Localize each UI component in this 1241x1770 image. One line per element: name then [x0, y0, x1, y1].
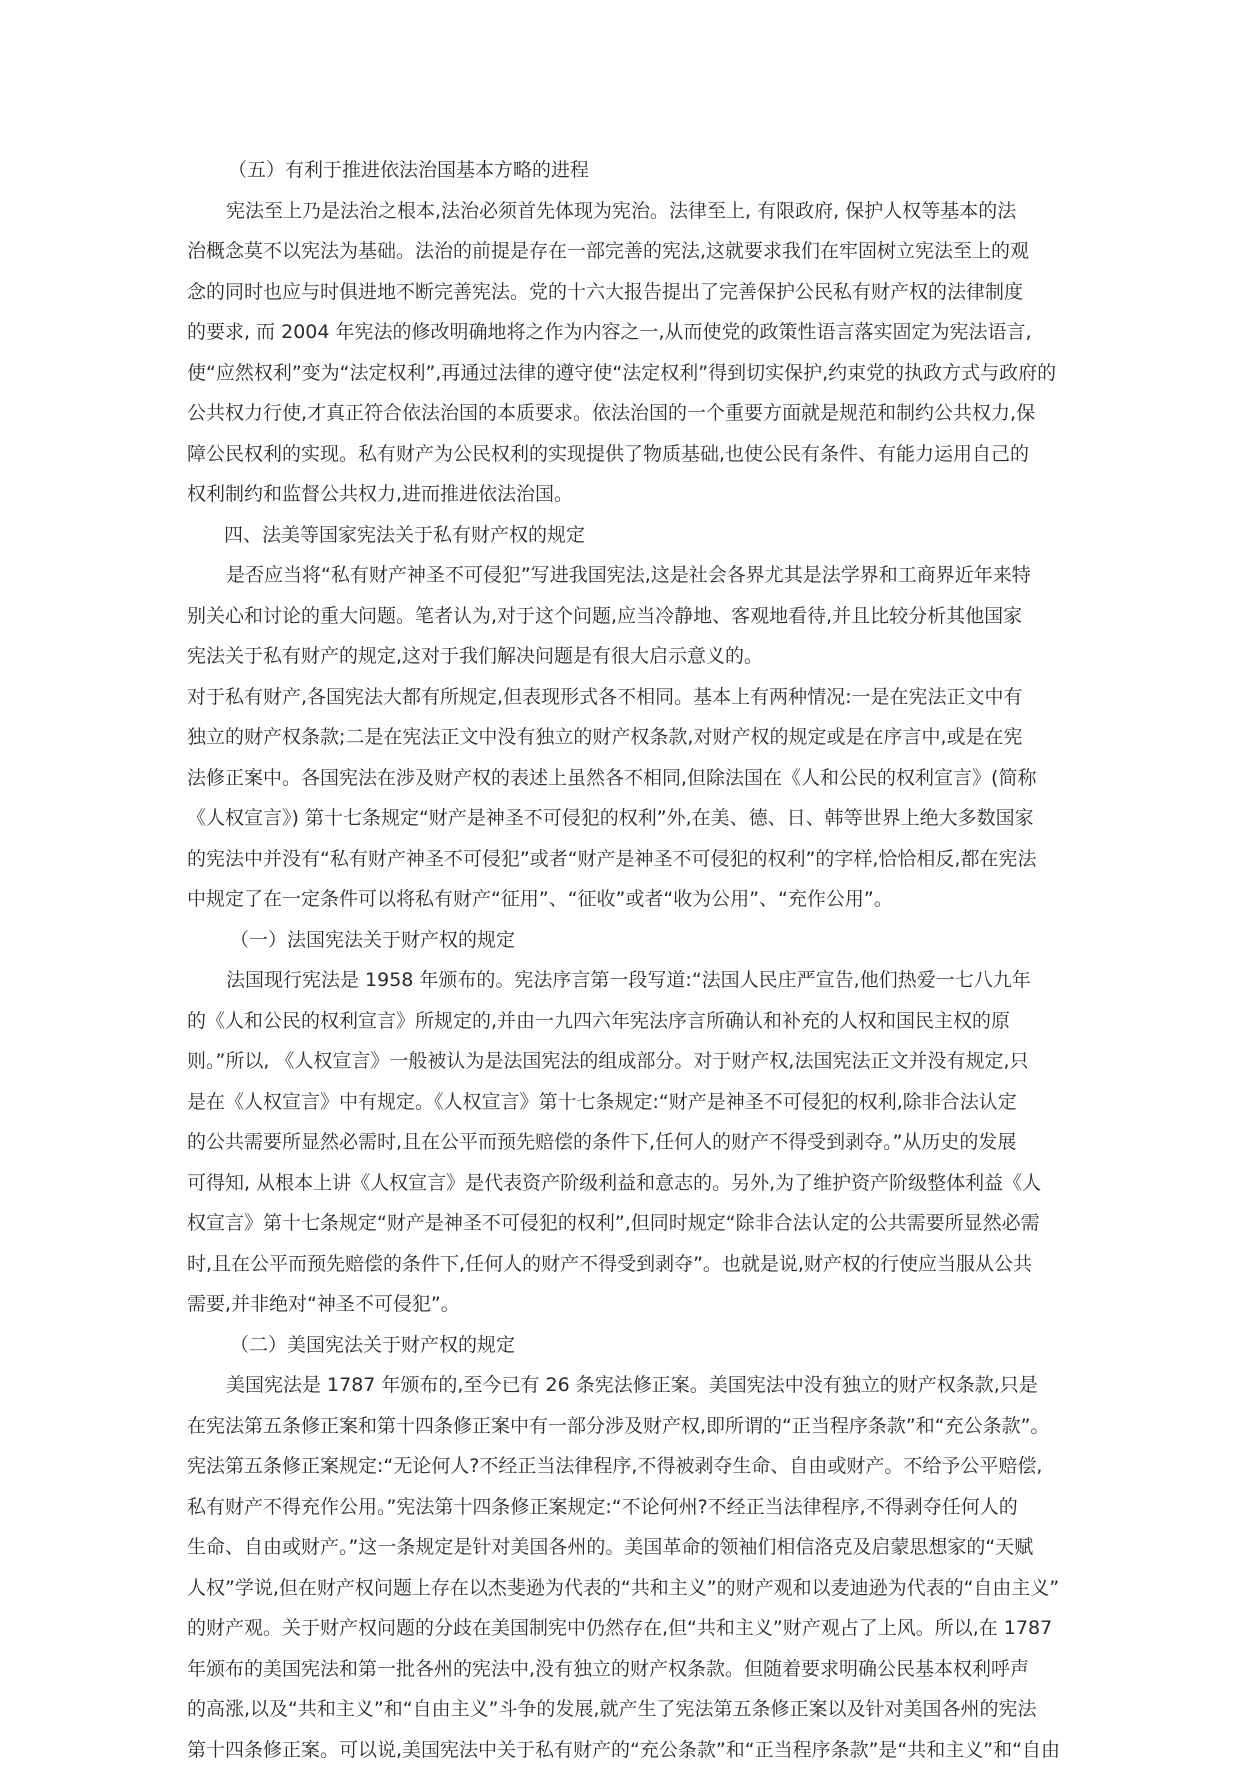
paragraph-line [0, 353, 1241, 394]
text-line: 美国宪法是 1787 年颁布的,至今已有 26 条宪法修正案。美国宪法中没有独立的财产权条款,只是 [226, 1365, 1038, 1406]
paragraph-line [0, 1406, 1241, 1447]
text-line: 则。”所以, 《人权宣言》一般被认为是法国宪法的组成部分。对于财产权,法国宪法正文并没有规定,只 [187, 1041, 1029, 1082]
subsection-heading-1 [0, 920, 1241, 961]
text-line: 对于私有财产,各国宪法大都有所规定,但表现形式各不相同。基本上有两种情况:一是在宪法正文中有 [187, 677, 1022, 718]
text-line: 第十四条修正案。可以说,美国宪法中关于私有财产的“充公条款”和“正当程序条款”是“共和主义”和“自由 [187, 1730, 1060, 1770]
text-line: 需要,并非绝对“神圣不可侵犯”。 [187, 1284, 460, 1325]
text-line: 的《人和公民的权利宣言》所规定的,并由一九四六年宪法序言所确认和补充的人权和国民主权的原 [187, 1001, 1010, 1042]
paragraph-line [0, 1487, 1241, 1528]
paragraph-line [0, 555, 1241, 596]
text-line: 别关心和讨论的重大问题。笔者认为,对于这个问题,应当冷静地、客观地看待,并且比较分析其他国家 [187, 596, 1022, 637]
text-line: 的要求, 而 2004 年宪法的修改明确地将之作为内容之一,从而使党的政策性语言落实固定为宪法语言, [187, 312, 1032, 353]
text-line: 的公共需要所显然必需时,且在公平而预先赔偿的条件下,任何人的财产不得受到剥夺。”从历史的发展 [187, 1122, 1016, 1163]
paragraph-line [0, 758, 1241, 799]
paragraph-line [0, 596, 1241, 637]
paragraph-line [0, 960, 1241, 1001]
text-line: 独立的财产权条款;二是在宪法正文中没有独立的财产权条款,对财产权的规定或是在序言中,或是在宪 [187, 717, 1022, 758]
paragraph-line [0, 1041, 1241, 1082]
paragraph-line [0, 1122, 1241, 1163]
paragraph-line [0, 677, 1241, 718]
text-line: 障公民权利的实现。私有财产为公民权利的实现提供了物质基础,也使公民有条件、有能力运用自己的 [187, 434, 1029, 475]
paragraph-line [0, 839, 1241, 880]
paragraph-line [0, 1446, 1241, 1487]
document-body [0, 150, 1241, 1770]
text-line: 权宣言》第十七条规定“财产是神圣不可侵犯的权利”,但同时规定“除非合法认定的公共需要所显然必需 [187, 1203, 1040, 1244]
paragraph-line [0, 1365, 1241, 1406]
text-line: 私有财产不得充作公用。”宪法第十四条修正案规定:“不论何州?不经正当法律程序,不得剥夺任何人的 [187, 1487, 1018, 1528]
text-line: 生命、自由或财产。”这一条规定是针对美国各州的。美国革命的领袖们相信洛克及启蒙思想家的“天赋 [187, 1527, 1033, 1568]
paragraph-line [0, 393, 1241, 434]
paragraph-line [0, 1284, 1241, 1325]
text-line: 宪法至上乃是法治之根本,法治必须首先体现为宪治。法律至上, 有限政府, 保护人权等基本的法 [226, 191, 1016, 232]
paragraph-line [0, 1568, 1241, 1609]
text-line: 公共权力行使,才真正符合依法治国的本质要求。依法治国的一个重要方面就是规范和制约公共权力,保 [187, 393, 1035, 434]
text-line: （五）有利于推进依法治国基本方略的进程 [228, 150, 589, 191]
paragraph-line [0, 717, 1241, 758]
text-line: 的财产观。关于财产权问题的分歧在美国制宪中仍然存在,但“共和主义”财产观占了上风。所以,在 1787 [187, 1608, 1052, 1649]
text-line: 人权”学说,但在财产权问题上存在以杰斐逊为代表的“共和主义”的财产观和以麦迪逊为代表的“自由主义” [187, 1568, 1059, 1609]
paragraph-line [0, 798, 1241, 839]
text-line: 法修正案中。各国宪法在涉及财产权的表述上虽然各不相同,但除法国在《人和公民的权利宣言》(简称 [187, 758, 1036, 799]
text-line: （一）法国宪法关于财产权的规定 [230, 920, 515, 961]
text-line: 法国现行宪法是 1958 年颁布的。宪法序言第一段写道:“法国人民庄严宣告,他们热爱一七八九年 [226, 960, 1031, 1001]
text-line: 《人权宣言》) 第十七条规定“财产是神圣不可侵犯的权利”外,在美、德、日、韩等世界上绝大多数国家 [187, 798, 1034, 839]
text-line: 权利制约和监督公共权力,进而推进依法治国。 [187, 474, 573, 515]
text-line: 四、法美等国家宪法关于私有财产权的规定 [224, 515, 585, 556]
paragraph-line [0, 1244, 1241, 1285]
text-line: 治概念莫不以宪法为基础。法治的前提是存在一部完善的宪法,这就要求我们在牢固树立宪法至上的观 [187, 231, 1029, 272]
paragraph-line [0, 879, 1241, 920]
section-heading-5 [0, 150, 1241, 191]
paragraph-line [0, 474, 1241, 515]
paragraph-line [0, 1082, 1241, 1123]
text-line: 宪法关于私有财产的规定,这对于我们解决问题是有很大启示意义的。 [187, 636, 763, 677]
paragraph-line [0, 1527, 1241, 1568]
paragraph-line [0, 1608, 1241, 1649]
paragraph-line [0, 1730, 1241, 1770]
paragraph-line [0, 1203, 1241, 1244]
text-line: 可得知, 从根本上讲《人权宣言》是代表资产阶级利益和意志的。另外,为了维护资产阶级整体利益《人 [187, 1163, 1041, 1204]
paragraph-line [0, 191, 1241, 232]
text-line: （二）美国宪法关于财产权的规定 [230, 1325, 515, 1366]
text-line: 在宪法第五条修正案和第十四条修正案中有一部分涉及财产权,即所谓的“正当程序条款”和“充公条款”。 [187, 1406, 1049, 1447]
text-line: 年颁布的美国宪法和第一批各州的宪法中,没有独立的财产权条款。但随着要求明确公民基本权利呼声 [187, 1649, 1029, 1690]
text-line: 是否应当将“私有财产神圣不可侵犯”写进我国宪法,这是社会各界尤其是法学界和工商界近年来特 [226, 555, 1031, 596]
text-line: 念的同时也应与时俱进地不断完善宪法。党的十六大报告提出了完善保护公民私有财产权的法律制度 [187, 272, 1023, 313]
text-line: 宪法第五条修正案规定:“无论何人?不经正当法律程序,不得被剥夺生命、自由或财产。不给予公平赔偿, [187, 1446, 1042, 1487]
paragraph-line [0, 1649, 1241, 1690]
paragraph-line [0, 1001, 1241, 1042]
paragraph-line [0, 1689, 1241, 1730]
section-heading-4 [0, 515, 1241, 556]
paragraph-line [0, 1163, 1241, 1204]
paragraph-line [0, 312, 1241, 353]
text-line: 使“应然权利”变为“法定权利”,再通过法律的遵守使“法定权利”得到切实保护,约束党的执政方式与政府的 [187, 353, 1056, 394]
text-line: 的宪法中并没有“私有财产神圣不可侵犯”或者“财产是神圣不可侵犯的权利”的字样,恰恰相反,都在宪法 [187, 839, 1036, 880]
paragraph-line [0, 231, 1241, 272]
text-line: 中规定了在一定条件可以将私有财产“征用”、“征收”或者“收为公用”、“充作公用”。 [187, 879, 893, 920]
paragraph-line [0, 272, 1241, 313]
paragraph-line [0, 636, 1241, 677]
text-line: 的高涨,以及“共和主义”和“自由主义”斗争的发展,就产生了宪法第五条修正案以及针对美国各州的宪法 [187, 1689, 1036, 1730]
paragraph-line [0, 434, 1241, 475]
text-line: 是在《人权宣言》中有规定。《人权宣言》第十七条规定:“财产是神圣不可侵犯的权利,除非合法认定 [187, 1082, 1017, 1123]
text-line: 时,且在公平而预先赔偿的条件下,任何人的财产不得受到剥夺”。也就是说,财产权的行使应当服从公共 [187, 1244, 1032, 1285]
subsection-heading-2 [0, 1325, 1241, 1366]
